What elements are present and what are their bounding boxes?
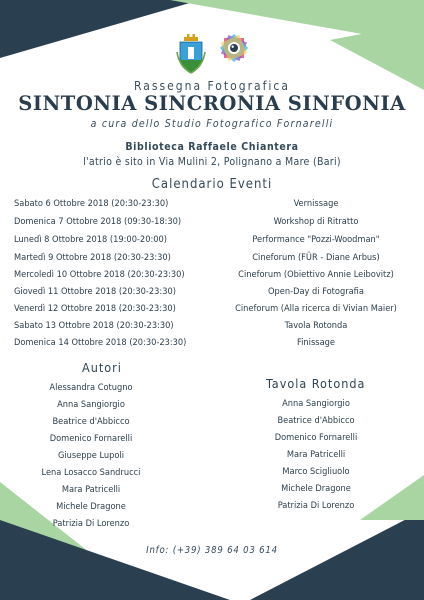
event-title: Vernissage (293, 198, 339, 209)
contact-info: Info: (+39) 389 64 03 614 (146, 545, 278, 556)
rassegna-label: Rassegna Fotografica (134, 79, 290, 93)
event-date: Domenica 7 Ottobre 2018 (09:30-18:30) (14, 216, 182, 227)
venue-name: Biblioteca Raffaele Chiantera (125, 141, 299, 153)
event-date: Sabato 6 Ottobre 2018 (20:30-23:30) (14, 198, 169, 209)
list-item: Michele Dragone (56, 501, 126, 512)
event-date: Sabato 13 Ottobre 2018 (20:30-23:30) (14, 320, 174, 331)
list-item: Michele Dragone (281, 483, 351, 494)
curator-line: a cura dello Studio Fotografico Fornarelli (90, 118, 334, 130)
event-title: Cineforum (FÜR - Diane Arbus) (252, 252, 380, 263)
event-title: Cineforum (Alla ricerca di Vivian Maier) (235, 303, 397, 314)
list-item: Mara Patricelli (286, 449, 346, 460)
event-title: Cineforum (Obiettivo Annie Leibovitz) (238, 269, 394, 280)
calendar-heading: Calendario Eventi (151, 177, 273, 192)
list-item: Lena Losacco Sandrucci (41, 467, 141, 478)
event-date: Giovedì 11 Ottobre 2018 (20:30-23:30) (14, 286, 176, 297)
event-title: Performance "Pozzi-Woodman" (252, 234, 380, 245)
event-date: Mercoledì 10 Ottobre 2018 (20:30-23:30) (14, 269, 185, 280)
list-item: Giuseppe Lupoli (57, 450, 125, 461)
photo-studio-logo-icon (218, 32, 250, 64)
list-item: Domenico Fornarelli (49, 433, 133, 444)
event-title: Open-Day di Fotografia (268, 286, 364, 297)
list-item: Anna Sangiorgio (57, 399, 125, 410)
list-item: Alessandra Cotugno (49, 382, 133, 393)
page-title: SINTONIA SINCRONIA SINFONIA (18, 92, 406, 115)
event-date: Lunedì 8 Ottobre 2018 (19:00-20:00) (14, 234, 167, 245)
autori-heading: Autori (82, 360, 122, 375)
top-left-navy-triangle (0, 0, 200, 58)
event-title: Workshop di Ritratto (273, 216, 359, 227)
list-item: Mara Patricelli (61, 484, 121, 495)
venue-address: l'atrio è sito in Via Mulini 2, Polignano a Mare (Bari) (83, 156, 341, 168)
list-item: Beatrice d'Abbicco (277, 415, 355, 426)
event-title: Finissage (297, 337, 335, 348)
list-item: Patrizia Di Lorenzo (52, 518, 130, 529)
bottom-right-green-wedge (360, 475, 424, 520)
municipal-crest-icon (175, 34, 207, 74)
list-item: Patrizia Di Lorenzo (277, 500, 355, 511)
event-date: Venerdì 12 Ottobre 2018 (20:30-23:30) (14, 303, 176, 314)
bottom-left-navy-triangle (0, 520, 230, 600)
tavola-heading: Tavola Rotonda (266, 376, 366, 391)
list-item: Marco Scigliuolo (282, 466, 350, 477)
list-item: Anna Sangiorgio (282, 398, 350, 409)
list-item: Domenico Fornarelli (274, 432, 358, 443)
event-date: Domenica 14 Ottobre 2018 (20:30-23:30) (14, 337, 187, 348)
event-date: Martedì 9 Ottobre 2018 (20:30-23:30) (14, 252, 171, 263)
event-title: Tavola Rotonda (284, 320, 348, 331)
list-item: Beatrice d'Abbicco (52, 416, 130, 427)
